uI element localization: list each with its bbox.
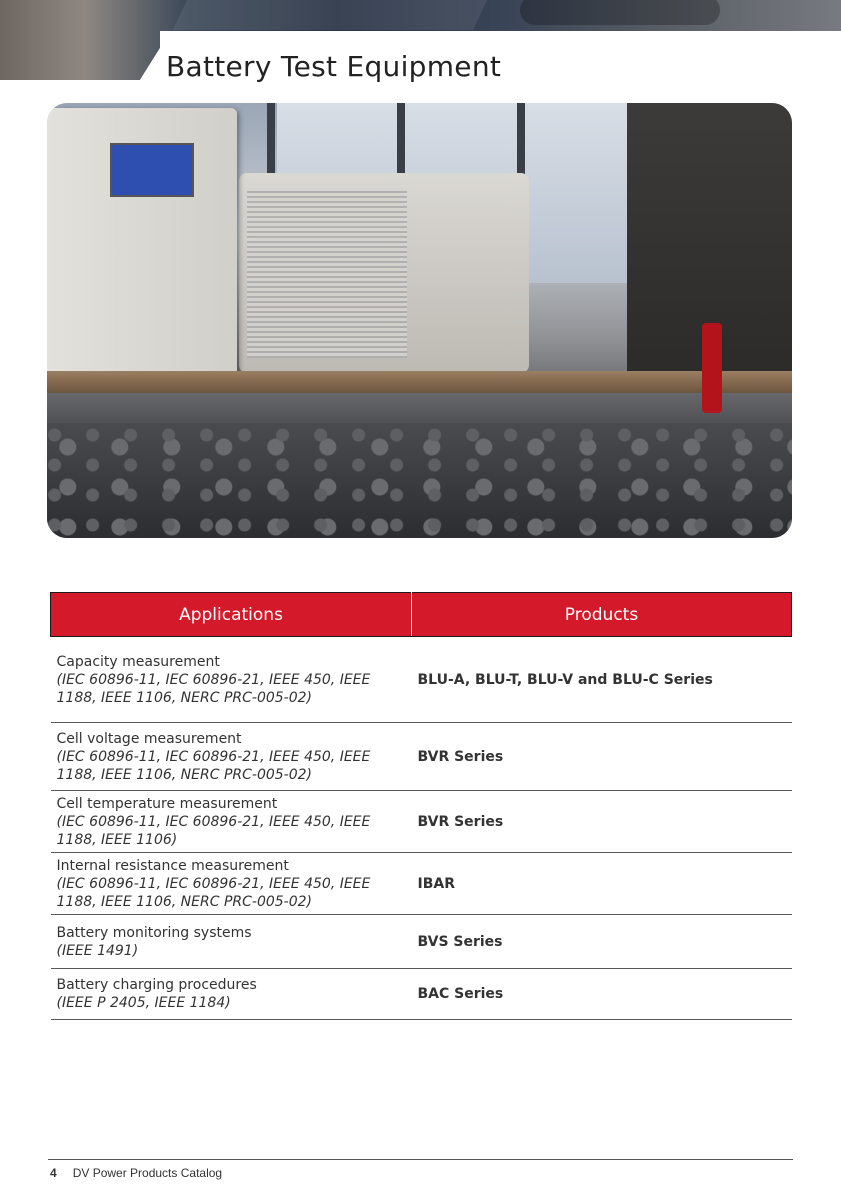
application-name: Battery monitoring systems (56, 924, 252, 941)
battery-load-unit-front (47, 108, 237, 383)
battery-bank (47, 423, 792, 538)
application-standards: (IEEE 1491) (56, 942, 139, 959)
product-cell (412, 791, 792, 853)
page-number: 4 (50, 1166, 57, 1180)
applications-table (50, 592, 792, 1020)
table-row (51, 723, 792, 791)
product-name: BVR Series (417, 748, 504, 765)
catalog-name: DV Power Products Catalog (72, 1166, 223, 1180)
table-row (51, 853, 792, 915)
application-standards: (IEC 60896-11, IEC 60896-21, IEEE 450, IEEE 1188, IEEE 1106, NERC PRC-005-02) (56, 671, 371, 706)
column-header-products: Products (412, 593, 792, 637)
application-name: Cell voltage measurement (56, 730, 242, 747)
device-display (110, 143, 194, 197)
workbench (47, 371, 792, 393)
product-cell (412, 637, 792, 723)
product-name: BLU-A, BLU-T, BLU-V and BLU-C Series (417, 671, 713, 688)
product-name: BVS Series (417, 933, 503, 950)
product-name: BAC Series (417, 986, 504, 1002)
table-row (51, 791, 792, 853)
application-name: Battery charging procedures (56, 977, 257, 993)
red-clamp (702, 323, 722, 413)
application-cell (51, 791, 412, 853)
application-standards: (IEEE P 2405, IEEE 1184) (56, 995, 231, 1011)
application-cell (51, 723, 412, 791)
product-cell (412, 969, 792, 1020)
product-cell (412, 915, 792, 969)
page-title: Battery Test Equipment (166, 50, 502, 83)
column-header-applications: Applications (51, 593, 412, 637)
application-cell (51, 853, 412, 915)
application-standards: (IEC 60896-11, IEC 60896-21, IEEE 450, IEEE 1188, IEEE 1106, NERC PRC-005-02) (56, 875, 371, 910)
product-cell (412, 853, 792, 915)
application-standards: (IEC 60896-11, IEC 60896-21, IEEE 450, IEEE 1188, IEEE 1106, NERC PRC-005-02) (56, 748, 371, 783)
application-standards: (IEC 60896-11, IEC 60896-21, IEEE 450, IEEE 1188, IEEE 1106) (56, 813, 371, 848)
table-row (51, 969, 792, 1020)
footer-divider (48, 1159, 793, 1160)
footer (50, 1166, 222, 1180)
product-cell (412, 723, 792, 791)
table-header-row (51, 593, 792, 637)
application-cell (51, 969, 412, 1020)
product-name: BVR Series (417, 813, 504, 830)
application-cell (51, 915, 412, 969)
application-name: Internal resistance measurement (56, 857, 289, 874)
application-cell (51, 637, 412, 723)
product-name: IBAR (417, 875, 455, 892)
application-name: Cell temperature measurement (56, 795, 278, 812)
table-row (51, 915, 792, 969)
hero-photo (47, 103, 792, 538)
table-row (51, 637, 792, 723)
application-name: Capacity measurement (56, 653, 220, 670)
